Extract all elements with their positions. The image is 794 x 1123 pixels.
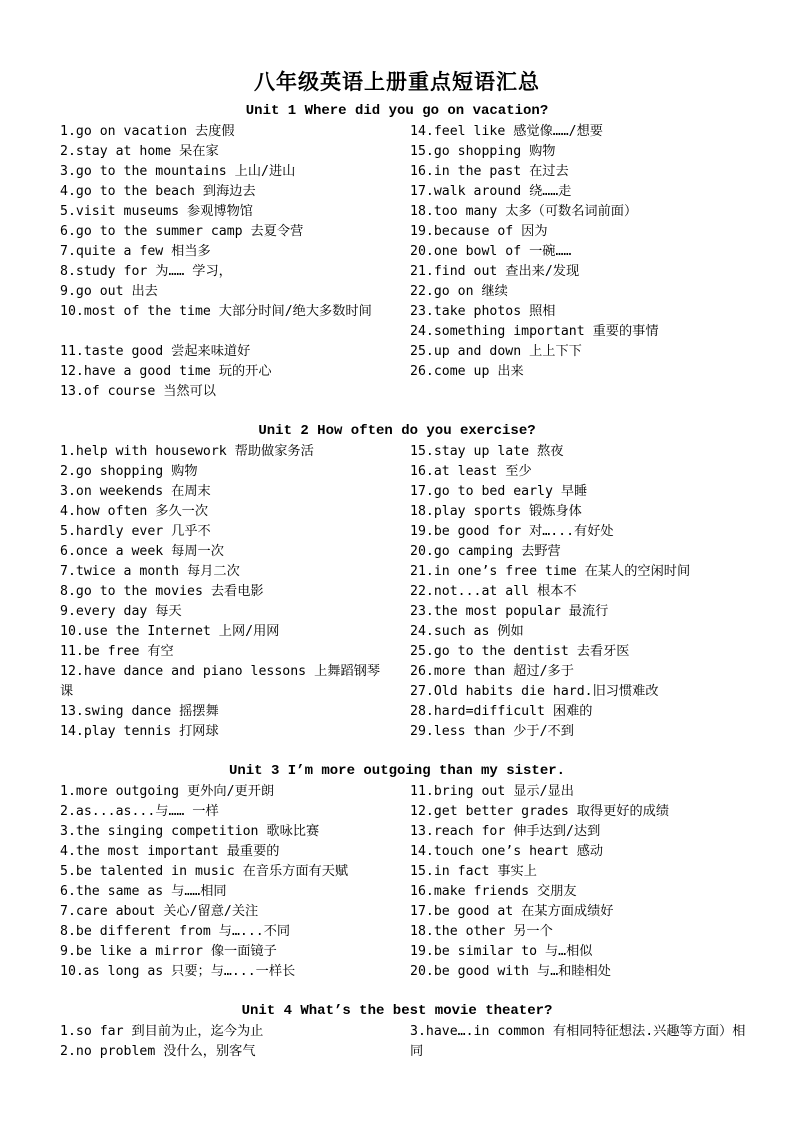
- phrase-item: 4.how often 多久一次: [60, 504, 209, 519]
- phrase-item: 15.stay up late 熬夜: [410, 444, 564, 459]
- phrase-item: 3.on weekends 在周末: [60, 484, 211, 499]
- phrase-item: 24.such as 例如: [410, 624, 524, 639]
- phrase-item: 17.walk around 绕……走: [410, 184, 572, 199]
- phrase-item: 6.once a week 每周一次: [60, 544, 224, 559]
- phrase-item: 22.go on 继续: [410, 284, 508, 299]
- phrase-item: 3.have….in common 有相同特征想法.兴趣等方面）相同: [410, 1024, 746, 1059]
- phrase-item: 23.take photos 照相: [410, 304, 556, 319]
- phrase-item: 23.the most popular 最流行: [410, 604, 609, 619]
- phrase-item: 10.as long as 只要；与…...一样长: [60, 964, 296, 979]
- phrase-item: 20.be good with 与…和睦相处: [410, 964, 611, 979]
- phrase-item: 13.reach for 伸手达到/达到: [410, 824, 601, 839]
- phrase-item: 7.care about 关心/留意/关注: [60, 904, 259, 919]
- phrase-item: 15.in fact 事实上: [410, 864, 537, 879]
- phrase-item: 19.be good for 对…...有好处: [410, 524, 614, 539]
- page-title: 八年级英语上册重点短语汇总: [254, 70, 540, 94]
- phrase-item: 5.be talented in music 在音乐方面有天赋: [60, 864, 349, 879]
- phrase-item: 16.make friends 交朋友: [410, 884, 577, 899]
- phrase-item: 16.in the past 在过去: [410, 164, 569, 179]
- phrase-item: 7.twice a month 每月二次: [60, 564, 240, 579]
- phrase-item: 4.the most important 最重要的: [60, 844, 280, 859]
- unit-1-heading: Unit 1 Where did you go on vacation?: [245, 103, 549, 119]
- phrase-item: 16.at least 至少: [410, 464, 532, 479]
- phrase-item: 20.go camping 去野营: [410, 544, 561, 559]
- unit-4-right-column: [410, 1022, 755, 1062]
- phrase-item: 24.something important 重要的事情: [410, 324, 659, 339]
- unit-3-heading: Unit 3 I’m more outgoing than my sister.: [228, 763, 566, 779]
- phrase-item: 8.study for 为…… 学习，: [60, 264, 232, 279]
- phrase-item: 2.stay at home 呆在家: [60, 144, 219, 159]
- phrase-item: 8.be different from 与…...不同: [60, 924, 291, 939]
- phrase-item: 29.less than 少于/不到: [410, 724, 574, 739]
- phrase-item: 21.find out 查出来/发现: [410, 264, 580, 279]
- phrase-item: 12.get better grades 取得更好的成绩: [410, 804, 670, 819]
- phrase-item: 15.go shopping 购物: [410, 144, 556, 159]
- phrase-item: 17.go to bed early 早睡: [410, 484, 588, 499]
- phrase-item: 1.help with housework 帮助做家务活: [60, 444, 314, 459]
- phrase-item: 14.feel like 感觉像……/想要: [410, 124, 603, 139]
- phrase-item: 17.be good at 在某方面成绩好: [410, 904, 614, 919]
- phrase-item: 5.visit museums 参观博物馆: [60, 204, 253, 219]
- unit-2-left-column: [60, 442, 390, 742]
- unit-3-right-column: [410, 782, 755, 982]
- unit-2-right-column: [410, 442, 755, 742]
- phrase-item: 25.go to the dentist 去看牙医: [410, 644, 630, 659]
- phrase-item: 3.go to the mountains 上山/进山: [60, 164, 296, 179]
- phrase-item: 10.use the Internet 上网/用网: [60, 624, 280, 639]
- unit-1-right-column: [410, 122, 755, 382]
- phrase-item: 5.hardly ever 几乎不: [60, 524, 211, 539]
- phrase-item: 18.too many 太多（可数名词前面）: [410, 204, 638, 219]
- phrase-item: 12.have a good time 玩的开心: [60, 364, 272, 379]
- phrase-item: 11.taste good 尝起来味道好: [60, 344, 251, 359]
- phrase-item: 11.bring out 显示/显出: [410, 784, 574, 799]
- phrase-item: 26.more than 超过/多于: [410, 664, 574, 679]
- phrase-item: 13.of course 当然可以: [60, 384, 216, 399]
- phrase-item: 9.go out 出去: [60, 284, 158, 299]
- phrase-item: 19.because of 因为: [410, 224, 548, 239]
- phrase-item: 10.most of the time 大部分时间/绝大多数时间: [60, 304, 372, 319]
- phrase-item: 26.come up 出来: [410, 364, 524, 379]
- phrase-item: 21.in one’s free time 在某人的空闲时间: [410, 564, 691, 579]
- phrase-item: 3.the singing competition 歌咏比赛: [60, 824, 320, 839]
- phrase-item: 22.not...at all 根本不: [410, 584, 577, 599]
- phrase-item: 27.Old habits die hard.旧习惯难改: [410, 684, 659, 699]
- phrase-item: 6.the same as 与……相同: [60, 884, 227, 899]
- phrase-item: 2.go shopping 购物: [60, 464, 198, 479]
- phrase-item: 14.play tennis 打网球: [60, 724, 219, 739]
- phrase-item: 6.go to the summer camp 去夏令营: [60, 224, 304, 239]
- phrase-item: 11.be free 有空: [60, 644, 174, 659]
- unit-2-heading: Unit 2 How often do you exercise?: [258, 423, 536, 439]
- phrase-item: 20.one bowl of 一碗……: [410, 244, 572, 259]
- phrase-item: 25.up and down 上上下下: [410, 344, 582, 359]
- phrase-item: 4.go to the beach 到海边去: [60, 184, 256, 199]
- phrase-item: 2.as...as...与…… 一样: [60, 804, 219, 819]
- phrase-item: 9.every day 每天: [60, 604, 182, 619]
- phrase-item: 7.quite a few 相当多: [60, 244, 211, 259]
- phrase-item: 2.no problem 没什么，别客气: [60, 1044, 256, 1059]
- phrase-item: 18.play sports 锻炼身体: [410, 504, 582, 519]
- phrase-item: 28.hard=difficult 困难的: [410, 704, 593, 719]
- unit-3-left-column: [60, 782, 390, 982]
- unit-1-left-column: [60, 122, 390, 402]
- phrase-item: 12.have dance and piano lessons 上舞蹈钢琴课: [60, 664, 381, 699]
- unit-4-heading: Unit 4 What’s the best movie theater?: [241, 1003, 553, 1019]
- phrase-item: 9.be like a mirror 像一面镜子: [60, 944, 277, 959]
- phrase-item: 14.touch one’s heart 感动: [410, 844, 604, 859]
- phrase-item: 18.the other 另一个: [410, 924, 553, 939]
- phrase-item: 1.more outgoing 更外向/更开朗: [60, 784, 275, 799]
- phrase-item: 1.go on vacation 去度假: [60, 124, 235, 139]
- phrase-item: 1.so far 到目前为止，迄今为止: [60, 1024, 264, 1039]
- unit-4-left-column: [60, 1022, 390, 1062]
- phrase-item: 8.go to the movies 去看电影: [60, 584, 264, 599]
- phrase-item: 13.swing dance 摇摆舞: [60, 704, 219, 719]
- phrase-item: 19.be similar to 与…相似: [410, 944, 593, 959]
